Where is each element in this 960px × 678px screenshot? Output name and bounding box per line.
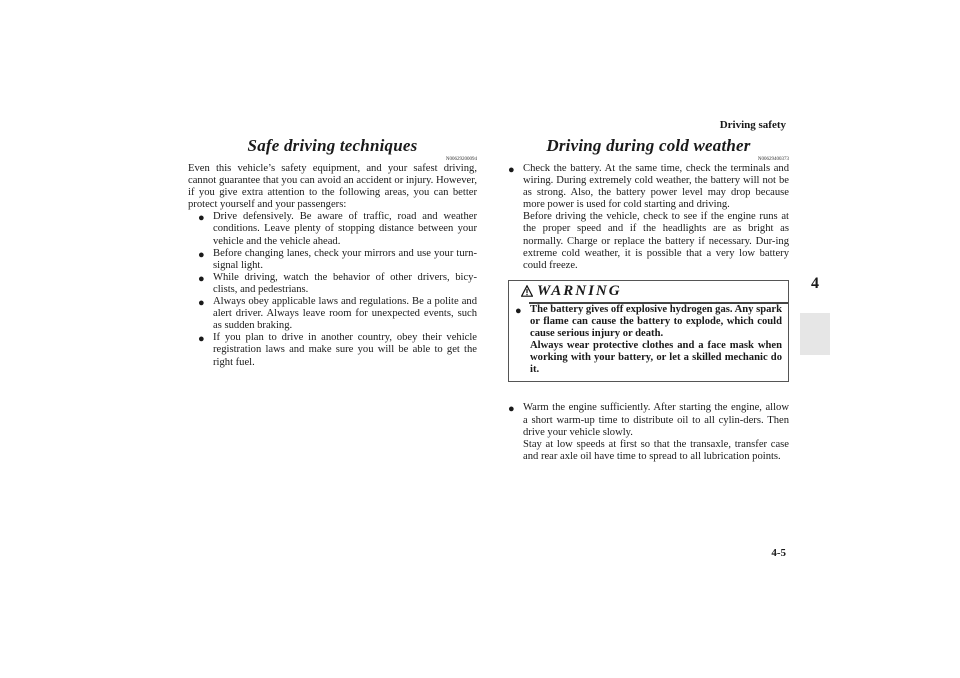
warning-box xyxy=(508,280,789,383)
running-header: Driving safety xyxy=(719,119,786,131)
section-heading: Safe driving techniques xyxy=(247,136,418,155)
bullet-icon: ● xyxy=(508,403,515,416)
bullet-icon: ● xyxy=(198,272,205,285)
bullet-icon: ● xyxy=(198,212,205,225)
bullet-list xyxy=(508,163,789,272)
chapter-number: 4 xyxy=(811,275,819,292)
warning-header xyxy=(515,281,782,302)
right-column xyxy=(508,136,789,463)
page-number: 4-5 xyxy=(771,547,786,559)
list-item: ● Before changing lanes, check your mirrors and use your turn-signal light. xyxy=(198,247,477,271)
section-code: N00629400373 xyxy=(757,157,789,162)
intro-paragraph: Even this vehicle’s safety equipment, and your safest driving, cannot guarantee that you can avoid an accident or injury. However, if you give extra attention to the following areas, you can better protect yourself and your passengers: xyxy=(188,163,477,211)
left-column xyxy=(188,136,477,369)
bullet-list xyxy=(188,211,477,368)
list-item: ● The battery gives off explosive hydrogen gas. Any spark or flame can cause the battery to explode, which could cause serious injury or death. Always wear protective clothes and a face mask when working with your battery, or let a skilled mechanic do it. xyxy=(515,303,783,376)
list-item: ● Always obey applicable laws and regulations. Be a polite and alert driver. Always leave room for unexpected events, such as sudden braking. xyxy=(198,296,477,332)
list-item: ● Check the battery. At the same time, check the terminals and wiring. During extremely cold weather, the battery will not be as strong. Also, the battery power level may drop because more power is used for cold starting and driving. Before driving the vehicle, check to see if the engine runs at the proper speed and if the headlights are as bright as normally. Charge or replace the battery if necessary. Dur-ing extreme cold weather, it is possible that a very low battery could freeze. xyxy=(508,163,789,271)
bullet-icon: ● xyxy=(508,164,515,176)
warning-title: WARNING xyxy=(537,282,622,299)
bullet-icon: ● xyxy=(198,248,205,261)
section-code: N00629200094 xyxy=(445,157,477,162)
bullet-icon: ● xyxy=(198,333,205,346)
warning-triangle-icon xyxy=(521,285,533,297)
bullet-list xyxy=(508,402,789,462)
list-item: ● While driving, watch the behavior of other drivers, bicy-clists, and pedestrians. xyxy=(198,271,477,295)
list-item: ● If you plan to drive in another country, obey their vehicle registration laws and make sure you will be able to get the right fuel. xyxy=(198,332,477,368)
chapter-tab xyxy=(800,313,830,355)
bullet-icon: ● xyxy=(515,304,522,317)
bullet-icon: ● xyxy=(198,297,205,310)
warning-list xyxy=(515,304,782,377)
list-item: ● Drive defensively. Be aware of traffic, road and weather conditions. Leave plenty of stopping distance between your vehicle and the vehicle ahead. xyxy=(198,211,477,247)
section-heading: Driving during cold weather xyxy=(546,136,751,155)
list-item: ● Warm the engine sufficiently. After starting the engine, allow a short warm-up time to distribute oil to all cylin-ders. Then drive your vehicle slowly. Stay at low speeds at first so that the transaxle, transfer case and rear axle oil have time to spread to all lubrication points. xyxy=(508,402,789,462)
